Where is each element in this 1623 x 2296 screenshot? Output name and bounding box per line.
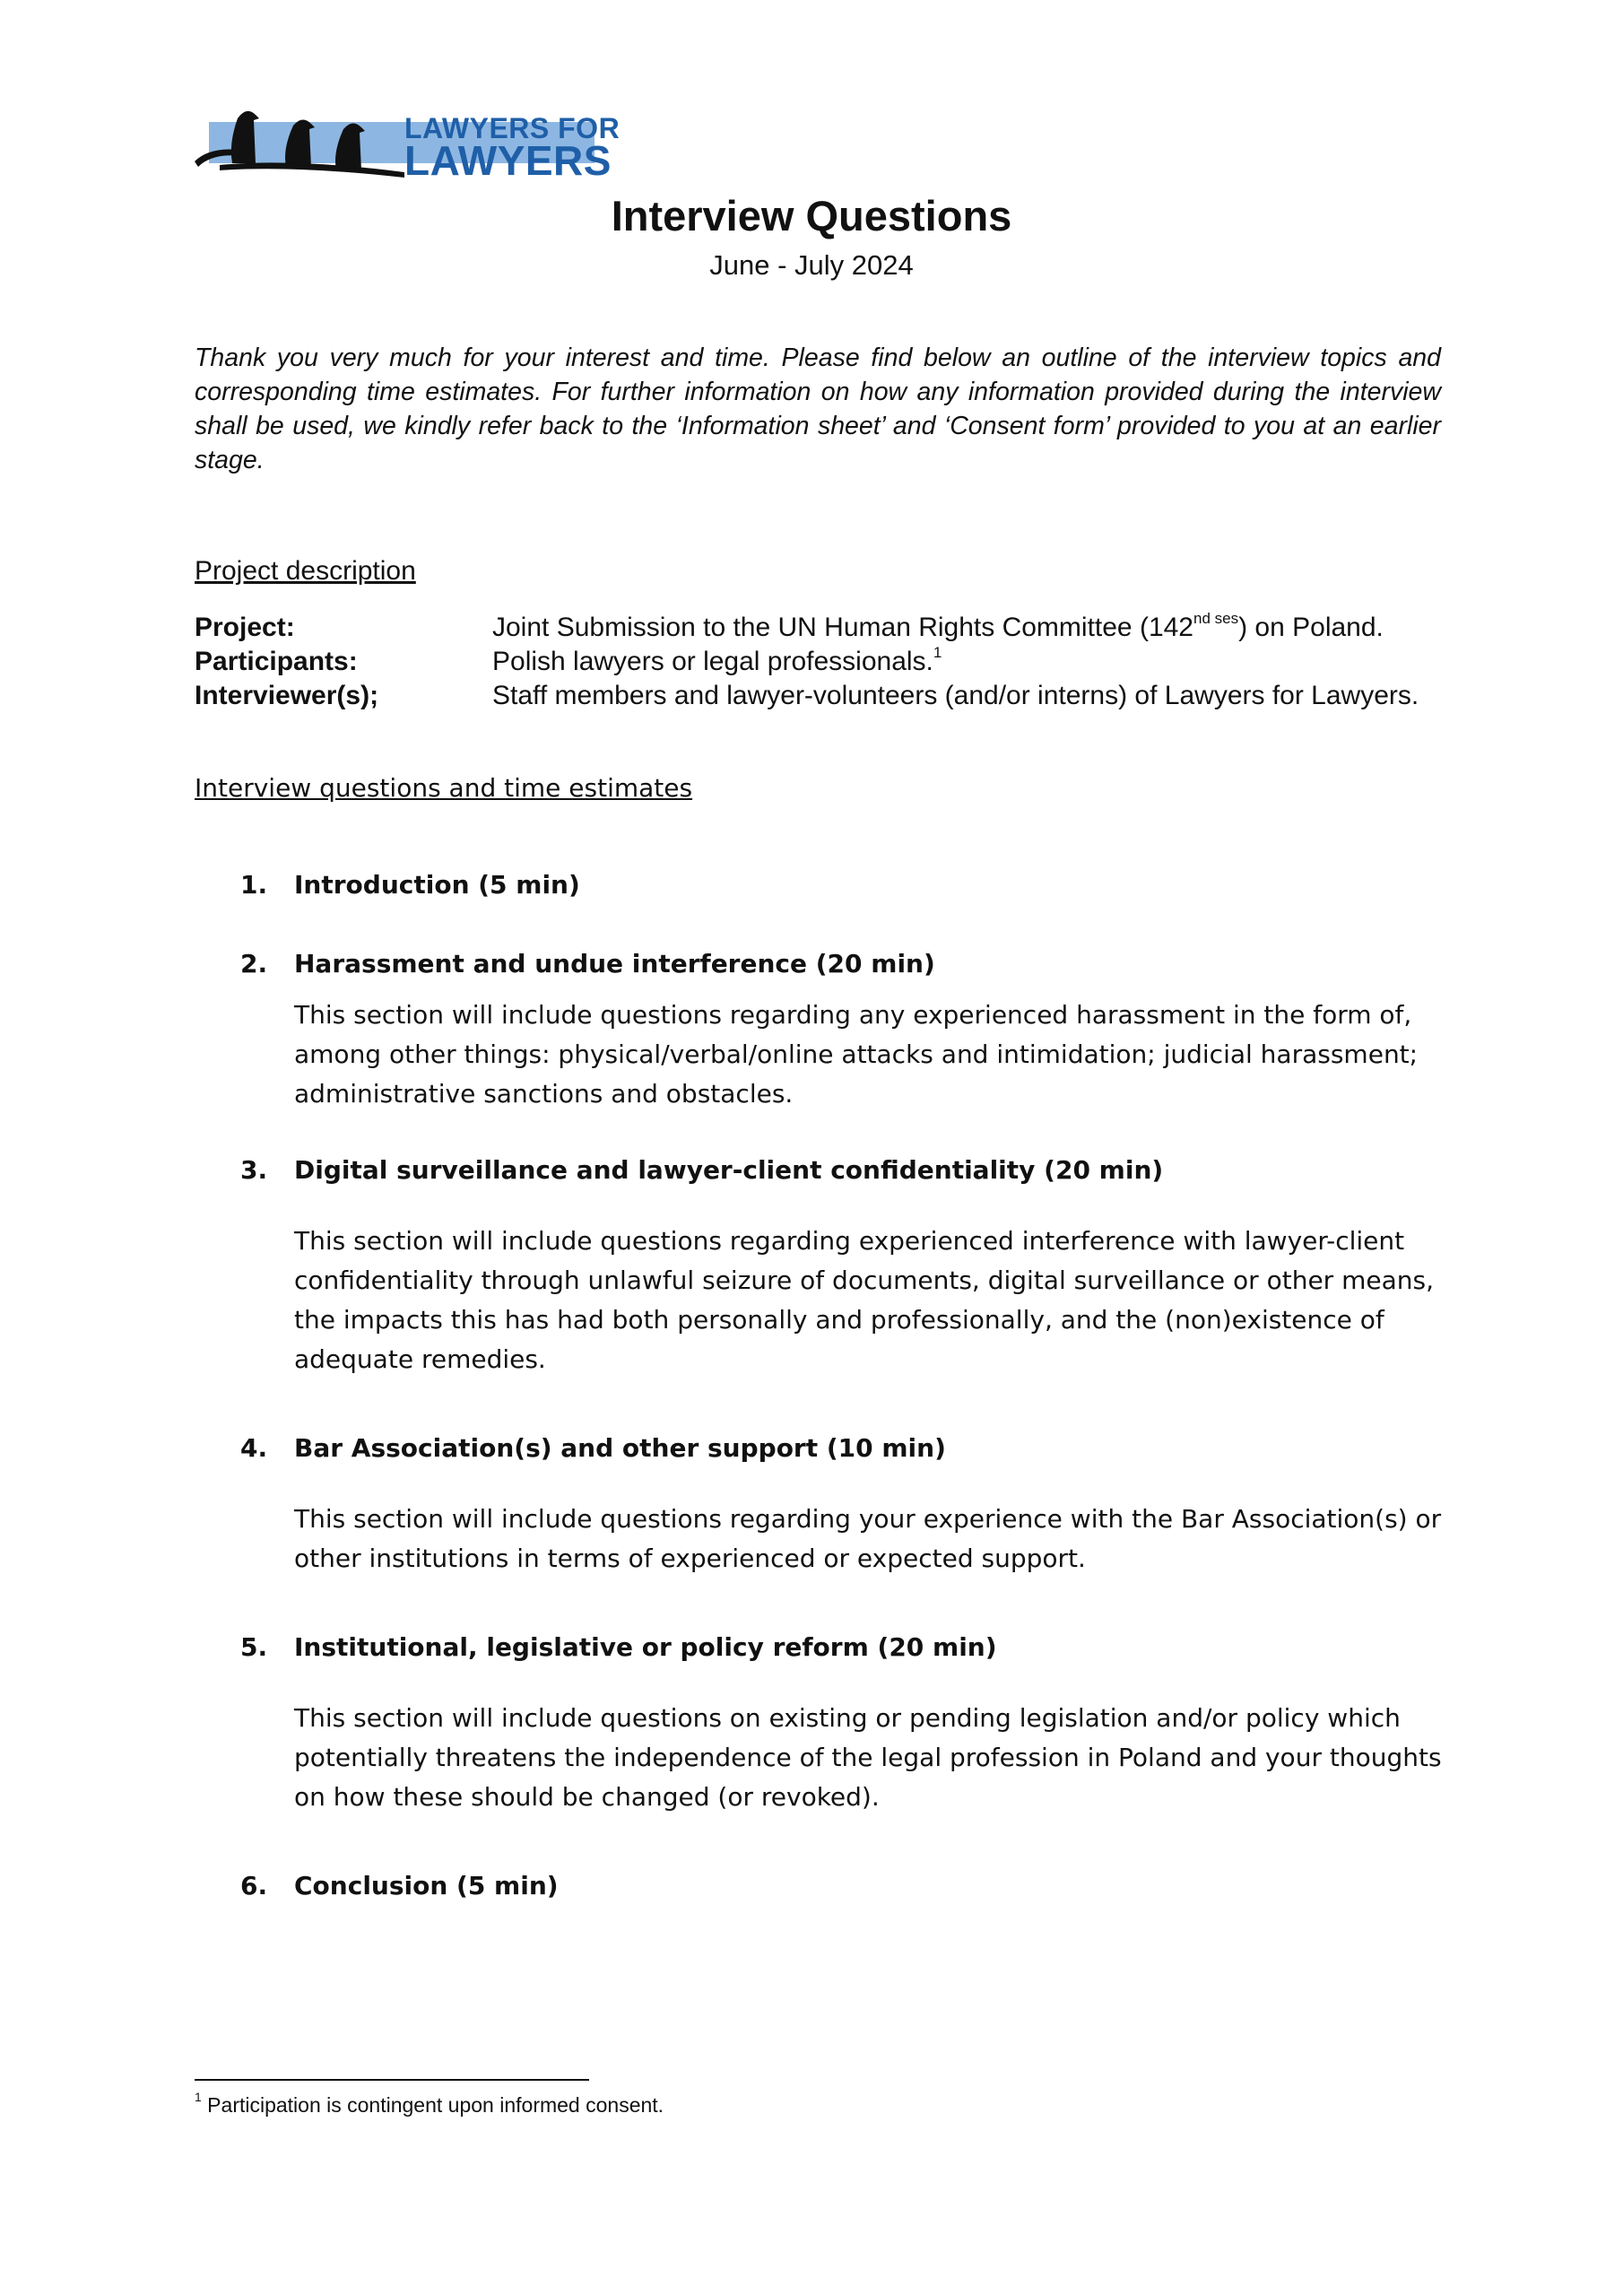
project-label: Project: [195, 613, 295, 642]
question-title: Digital surveillance and lawyer-client confidentiality (20 min) [294, 1155, 1164, 1185]
project-value-tail: ) on Poland. [1238, 613, 1384, 642]
footnote-text: Participation is contingent upon informed consent. [201, 2093, 664, 2117]
footnote-reference: 1 [933, 644, 942, 661]
question-title: Institutional, legislative or policy reform (20 min) [294, 1632, 997, 1662]
question-number: 6. [240, 1871, 268, 1900]
intro-paragraph: Thank you very much for your interest and time. Please find below an outline of the interview topics and corresponding time estimates. For further information on how any information provided during the interview shall be used, we kindly refer back to the ‘Information sheet’ and ‘Consent form’ provided to you at an earlier stage. [195, 344, 1441, 474]
question-description: This section will include questions regarding your experience with the Bar Association(s) or other institutions in terms of experienced or expected support. [294, 1504, 1442, 1573]
page-title: Interview Questions [611, 192, 1012, 239]
footnote [195, 2090, 664, 2118]
page-subtitle: June - July 2024 [709, 249, 914, 281]
question-number: 1. [240, 870, 268, 900]
question-title: Conclusion (5 min) [294, 1871, 559, 1900]
participants-value-text: Polish lawyers or legal professionals. [492, 647, 933, 676]
question-description: This section will include questions regarding experienced interference with lawyer-client confidentiality through unlawful seizure of documents, digital surveillance or other means, the impacts this has had both personally and professionally, and the (non)existence of adequate remedies. [294, 1226, 1434, 1374]
project-value [492, 610, 1384, 643]
footnote-mark: 1 [195, 2090, 202, 2105]
interviewers-label: Interviewer(s); [195, 681, 379, 710]
question-number: 4. [240, 1433, 268, 1463]
question-number: 3. [240, 1155, 268, 1185]
question-title: Bar Association(s) and other support (10 min) [294, 1433, 946, 1463]
interviewers-value-text: Staff members and lawyer-volunteers (and/or interns) of Lawyers for Lawyers. [492, 681, 1419, 710]
footnote-separator [195, 2079, 589, 2081]
project-value-text: Joint Submission to the UN Human Rights Committee (142 [492, 613, 1193, 642]
question-description: This section will include questions regarding any experienced harassment in the form of, among other things: physical/verbal/online attacks and intimidation; judicial harassment; administrative sanctions and obstacles. [294, 1000, 1419, 1109]
questions-heading: Interview questions and time estimates [195, 773, 693, 803]
project-description-heading: Project description [195, 556, 416, 586]
logo-line2: LAWYERS [404, 137, 612, 185]
penguin-figures-icon [193, 99, 408, 181]
logo-lettering [404, 112, 621, 185]
lawyers-for-lawyers-logo [193, 99, 623, 185]
interviewers-value [492, 681, 1419, 711]
question-title: Introduction (5 min) [294, 870, 580, 900]
logo-line1: LAWYERS FOR [404, 112, 621, 144]
participants-label: Participants: [195, 647, 358, 676]
question-description: This section will include questions on existing or pending legislation and/or policy which potentially threatens the independence of the legal profession in Poland and your thoughts on how these should be changed (or revoked). [294, 1703, 1442, 1812]
question-number: 5. [240, 1632, 268, 1662]
session-superscript: nd ses [1193, 610, 1239, 627]
participants-value [492, 644, 942, 677]
question-title: Harassment and undue interference (20 min) [294, 949, 935, 978]
question-number: 2. [240, 949, 268, 978]
